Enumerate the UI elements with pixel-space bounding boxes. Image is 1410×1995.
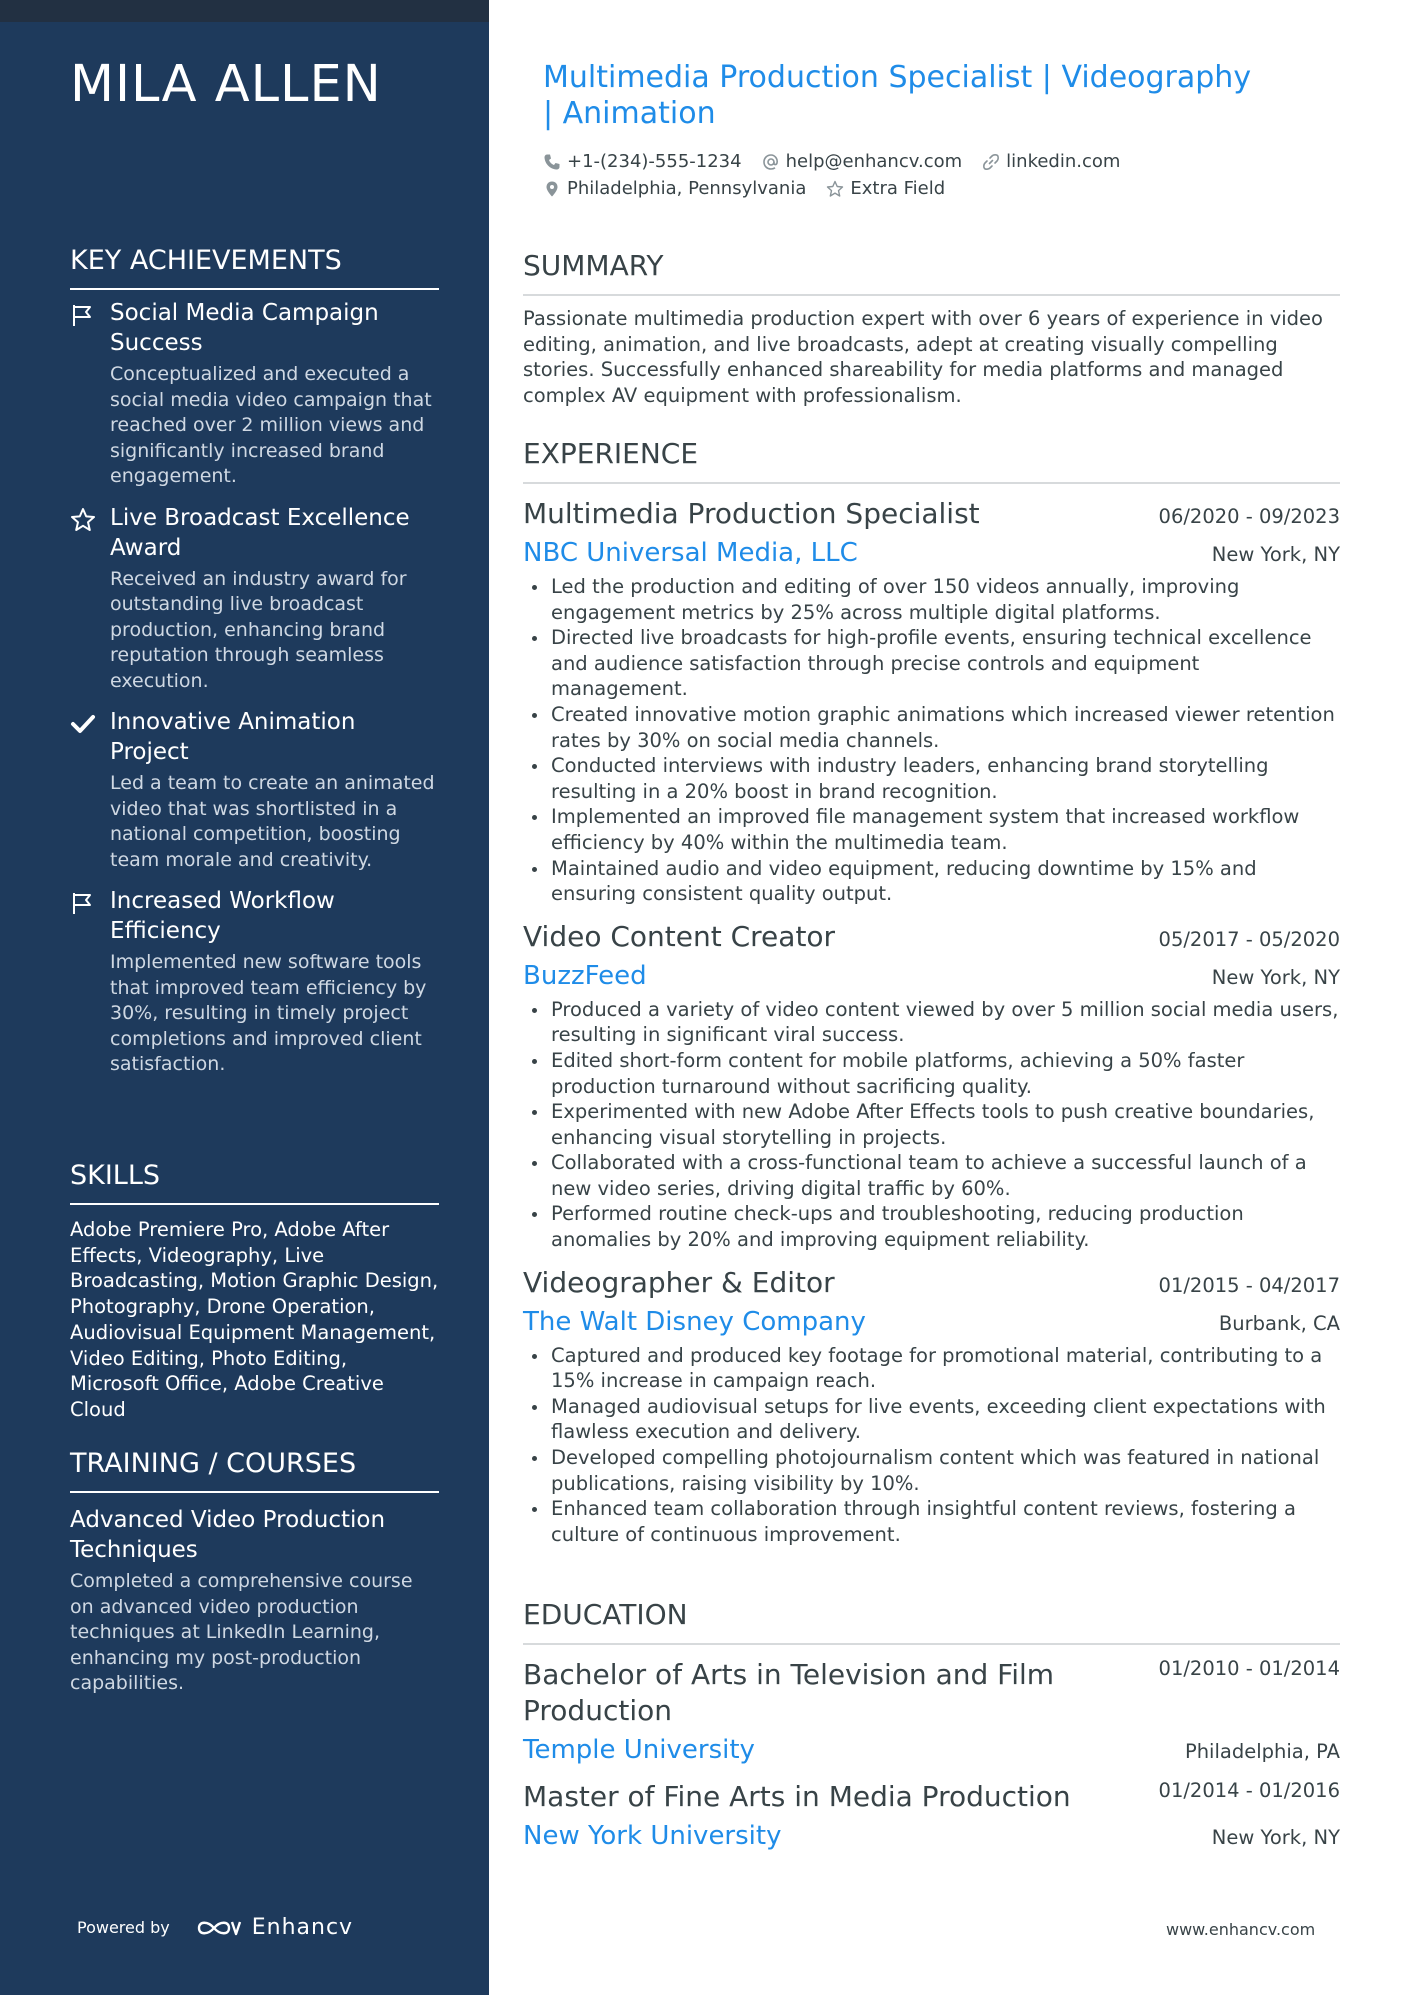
flag-icon — [70, 890, 96, 916]
job-bullet: Experimented with new Adobe After Effects tools to push creative boundaries, enhancing visual storytelling in projects. — [523, 1099, 1340, 1150]
job-bullets — [523, 574, 1340, 907]
job-location: Burbank, CA — [1218, 1311, 1340, 1335]
education-section — [523, 1598, 1340, 1853]
job-bullet: Edited short-form content for mobile platforms, achieving a 50% faster production turnaround without sacrificing quality. — [523, 1048, 1340, 1099]
achievement-item — [70, 298, 439, 490]
experience-section — [523, 437, 1340, 1547]
achievement-item — [70, 707, 439, 873]
job-bullets — [523, 997, 1340, 1253]
job-entry — [523, 919, 1340, 1253]
achievement-title: Increased Workflow Efficiency — [110, 888, 335, 944]
phone-text: +1-(234)-555-1234 — [567, 151, 742, 172]
job-location: New York, NY — [1211, 543, 1340, 566]
job-company: NBC Universal Media, LLC — [523, 538, 858, 568]
job-title: Video Content Creator — [523, 919, 836, 953]
job-bullet: Performed routine check-ups and troubleshooting, reducing production anomalies by 20% and improving equipment reliability. — [523, 1201, 1340, 1252]
sidebar-top-bar — [0, 0, 489, 22]
contact-row — [543, 175, 1343, 202]
star-icon — [826, 180, 844, 198]
achievement-description: Implemented new software tools that improved team efficiency by 30%, resulting in timely project completions and improved client satisfaction. — [110, 951, 427, 1075]
achievement-description: Received an industry award for outstanding live broadcast production, enhancing brand reputation through seamless execution. — [110, 567, 407, 692]
contact-extra — [826, 178, 945, 199]
job-bullet: Created innovative motion graphic animations which increased viewer retention rates by 30% on social media channels. — [523, 702, 1340, 753]
job-entry — [523, 496, 1340, 907]
contact-phone[interactable] — [543, 151, 742, 172]
training-section — [70, 1448, 439, 1697]
achievement-title: Live Broadcast Excellence Award — [110, 504, 410, 561]
summary-text: Passionate multimedia production expert with over 6 years of experience in video editing, animation, and live broadcasts, adept at creating visually compelling stories. Successfully enhanced shareability for media platforms and managed complex AV equipment with professionalism. — [523, 307, 1323, 407]
footer-url[interactable]: www.enhancv.com — [1166, 1920, 1316, 1939]
key-achievements-section — [70, 245, 439, 1078]
phone-icon — [543, 153, 561, 171]
enhancv-logo-icon — [196, 1916, 242, 1940]
training-heading: TRAINING / COURSES — [70, 1448, 439, 1493]
linkedin-text: linkedin.com — [1006, 151, 1121, 172]
contact-row — [543, 148, 1343, 175]
education-dates: 01/2014 - 01/2016 — [1158, 1779, 1340, 1802]
contact-linkedin[interactable] — [982, 151, 1120, 172]
check-icon — [70, 711, 96, 737]
achievement-description: Conceptualized and executed a social media video campaign that reached over 2 million views and significantly increased brand engagement. — [110, 363, 432, 487]
contact-email[interactable] — [762, 151, 963, 172]
job-entry — [523, 1265, 1340, 1548]
job-bullet: Led the production and editing of over 150 videos annually, improving engagement metrics by 25% across multiple digital platforms. — [523, 574, 1340, 625]
sidebar — [0, 0, 489, 1995]
job-bullet: Captured and produced key footage for promotional material, contributing to a 15% increase in campaign reach. — [523, 1343, 1340, 1394]
job-company: The Walt Disney Company — [523, 1306, 866, 1337]
skills-heading: SKILLS — [70, 1160, 439, 1205]
link-icon — [982, 153, 1000, 171]
job-bullet: Implemented an improved file management system that increased workflow efficiency by 40% within the multimedia team. — [523, 804, 1340, 855]
achievement-title: Innovative Animation Project — [110, 709, 356, 765]
job-bullet: Conducted interviews with industry leaders, enhancing brand storytelling resulting in a 20% boost in brand recognition. — [523, 753, 1340, 804]
enhancv-brand-name: Enhancv — [251, 1915, 354, 1940]
course-title: Advanced Video Production Techniques — [70, 1507, 386, 1563]
course-description: Completed a comprehensive course on advanced video production techniques at LinkedIn Learning, enhancing my post-production capabilities. — [70, 1570, 413, 1694]
job-title: Videographer & Editor — [523, 1265, 835, 1299]
achievement-item — [70, 503, 439, 695]
education-dates: 01/2010 - 01/2014 — [1158, 1657, 1340, 1680]
flag-icon — [70, 302, 96, 328]
job-dates: 06/2020 - 09/2023 — [1158, 505, 1340, 528]
school-location: New York, NY — [1211, 1826, 1340, 1849]
education-entry — [523, 1657, 1340, 1767]
job-bullet: Managed audiovisual setups for live events, exceeding client expectations with flawless execution and delivery. — [523, 1394, 1340, 1445]
job-bullet: Produced a variety of video content viewed by over 5 million social media users, resulting in significant viral success. — [523, 997, 1340, 1048]
enhancv-logo[interactable] — [196, 1915, 353, 1940]
job-bullets — [523, 1343, 1340, 1548]
job-title: Multimedia Production Specialist — [523, 497, 980, 530]
contact-info — [543, 148, 1343, 202]
experience-heading: EXPERIENCE — [523, 437, 1340, 484]
location-text: Philadelphia, Pennsylvania — [567, 178, 807, 199]
school-name: New York University — [523, 1821, 782, 1851]
job-bullet: Enhanced team collaboration through insightful content reviews, fostering a culture of continuous improvement. — [523, 1496, 1340, 1547]
degree-title: Bachelor of Arts in Television and Film Production — [523, 1658, 1055, 1727]
achievement-item — [70, 886, 439, 1078]
school-location: Philadelphia, PA — [1184, 1740, 1340, 1763]
achievement-description: Led a team to create an animated video that was shortlisted in a national competition, boosting team morale and creativity. — [110, 772, 435, 871]
job-dates: 01/2015 - 04/2017 — [1158, 1273, 1340, 1297]
degree-title: Master of Fine Arts in Media Production — [523, 1780, 1071, 1813]
education-heading: EDUCATION — [523, 1598, 1340, 1645]
summary-section — [523, 249, 1340, 408]
school-name: Temple University — [523, 1735, 755, 1765]
at-icon — [762, 153, 780, 171]
email-text: help@enhancv.com — [785, 151, 963, 172]
headline: Multimedia Production Specialist | Videography | Animation — [543, 60, 1252, 131]
job-bullet: Developed compelling photojournalism content which was featured in national publications, raising visibility by 10%. — [523, 1445, 1340, 1496]
skills-list: Adobe Premiere Pro, Adobe After Effects, Videography, Live Broadcasting, Motion Graphic Design, Photography, Drone Operation, Audiovisual Equipment Management, Video Editing, Photo Editing, Microsoft Office, Adobe Creative Cloud — [70, 1218, 439, 1421]
powered-by-label: Powered by — [77, 1918, 170, 1937]
job-location: New York, NY — [1211, 965, 1340, 989]
contact-location — [543, 178, 806, 199]
location-pin-icon — [543, 180, 561, 198]
star-icon — [70, 507, 96, 533]
extra-field-text: Extra Field — [850, 178, 946, 199]
skills-section — [70, 1160, 439, 1423]
education-entry — [523, 1779, 1340, 1853]
summary-heading: SUMMARY — [523, 249, 1340, 296]
job-company: BuzzFeed — [523, 960, 647, 991]
job-bullet: Directed live broadcasts for high-profile events, ensuring technical excellence and audience satisfaction through precise controls and equipment management. — [523, 625, 1340, 702]
job-bullet: Maintained audio and video equipment, reducing downtime by 15% and ensuring consistent quality output. — [523, 856, 1340, 907]
key-achievements-heading: KEY ACHIEVEMENTS — [70, 245, 439, 290]
powered-by — [77, 1915, 353, 1940]
candidate-name: MILA ALLEN — [70, 55, 382, 114]
achievement-title: Social Media Campaign Success — [110, 300, 379, 356]
job-dates: 05/2017 - 05/2020 — [1158, 927, 1340, 951]
job-bullet: Collaborated with a cross-functional team to achieve a successful launch of a new video series, driving digital traffic by 60%. — [523, 1150, 1340, 1201]
